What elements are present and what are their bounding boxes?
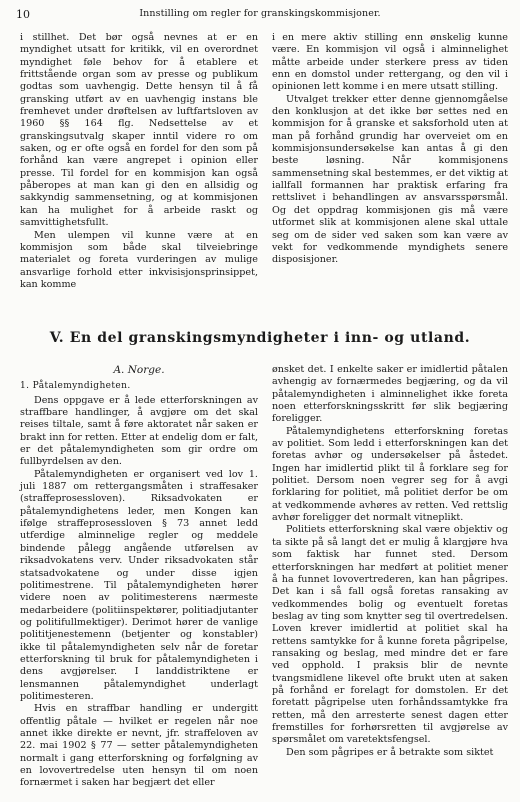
paragraph: Den som pågripes er å betrakte som siktet <box>286 746 494 758</box>
paragraph: ønsket det. I enkelte saker er imidlertid påtalen avhengig av fornærmedes begjæring, og da vil påtalemyndigheten i alminnelighet ikke foreta noen etterforskningsskritt før slik begjæring foreligger. <box>272 364 508 425</box>
paragraph: i en mere aktiv stilling enn ønskelig kunne være. En kommisjon vil også i alminnelighet måtte arbeide under sterkere press av tiden enn en domstol under rettergang, og den vil i opinionen lett komme i en mere utsatt stilling. <box>272 32 508 93</box>
top-right-column <box>272 32 508 267</box>
paragraph: i stillhet. Det bør også nevnes at er en myndighet utsatt for kritikk, vil en overordnet myndighet føle behov for å etablere et frittstående organ som av presse og publikum godtas som uavhengig. Dette hensyn til å få gransking utført av en uavhengig instans ble fremhevet under drøftelsen av luftfartsloven av 1960 §§ 164 flg. Nedsettelse av et granskingsutvalg skaper inntil videre ro om saken, og er ofte også en fordel for den som på forhånd kan være angrepet i opinion eller presse. Til fordel for en kommisjon kan også påberopes at man kan gi den en allsidig og sakkyndig sammensetning, og at kommisjonen kan ha mulighet for å arbeide raskt og samvittighetsfullt. <box>20 32 258 229</box>
bottom-left-column <box>20 364 258 790</box>
top-left-column <box>20 32 258 291</box>
paragraph: Påtalemyndighetens etterforskning foretas av politiet. Som ledd i etterforskningen kan det foretas avhør og undersøkelser på åstedet. Ingen har imidlertid plikt til å forklare seg for politiet. Dersom noen vegrer seg for å avgi forklaring for politiet, må politiet derfor be om at vedkommende avhøres av retten. Ved rettslig avhør foreligger det normalt vitneplikt. <box>272 425 508 524</box>
paragraph: Dens oppgave er å lede etterforskningen av straffbare handlinger, å avgjøre om det skal reises tiltale, samt å føre aktoratet når saken er brakt inn for retten. Etter at endelig dom er falt, er det påtalemyndigheten som gir ordre om fullbyrdelsen av den. <box>20 394 258 468</box>
subsection-heading: 1. Påtalemyndigheten. <box>20 381 131 392</box>
paragraph: Politiets etterforskning skal være objektiv og ta sikte på så langt det er mulig å klargjøre hva som faktisk har funnet sted. Dersom etterforskningen har medført at politiet mener å ha funnet lovovertrederen, kan han pågripes. Det kan i så fall også foretas ransaking av vedkommendes bolig og eventuelt foretas beslag av ting som knytter seg til overtredelsen. Loven krever imidlertid at politiet skal ha rettens samtykke for å kunne foreta pågripelse, ransaking og beslag, med mindre det er fare ved opphold. I praksis blir de nevnte tvangsmidlene likevel ofte brukt uten at saken på forhånd er forelagt for domstolen. Er det foretatt pågripelse uten forhåndssamtykke fra retten, må den arresterte senest dagen etter fremstilles for forhørsretten til avgjørelse av spørsmålet om varetektsfengsel. <box>272 524 508 746</box>
paragraph: Hvis en straffbar handling er undergitt offentlig påtale — hvilket er regelen når noe annet ikke direkte er nevnt, jfr. straffeloven av 22. mai 1902 § 77 — setter påtalemyndigheten normalt i gang etterforskning og forfølgning av en lovovertredelse uten hensyn til om noen fornærmet i saken har begjært det eller <box>20 703 258 789</box>
page-number: 10 <box>16 8 30 21</box>
running-title: Innstilling om regler for granskingskommisjoner. <box>139 8 381 19</box>
section-heading: A. Norge. <box>113 364 165 376</box>
paragraph: Påtalemyndigheten er organisert ved lov 1. juli 1887 om rettergangsmåten i straffesaker (straffeprosessloven). Riksadvokaten er påtalemyndighetens leder, men Kongen kan ifølge straffeprosessloven § 73 annet ledd utferdige alminnelige regler og meddele bindende pålegg angående utførelsen av riksadvokatens verv. Under riksadvokaten står statsadvokatene og under disse igjen politimestrene. Til påtalemyndigheten hører videre noen av politimesterens nærmeste medarbeidere (politiinspektører, politiadjutanter og politifullmektiger). Derimot hører de vanlige polititjenestemenn (betjenter og konstabler) ikke til påtalemyndigheten selv når de foretar etterforskning til bruk for påtalemyndigheten i dens avgjørelser. I landdistriktene er lensmannen påtalemyndighet underlagt politimesteren. <box>20 468 258 702</box>
chapter-title: V. En del granskingsmyndigheter i inn- og utland. <box>49 330 471 346</box>
bottom-right-column <box>272 364 508 759</box>
paragraph: Utvalget trekker etter denne gjennomgåelse den konklusjon at det ikke bør settes ned en kommisjon for å granske et saksforhold uten at man på forhånd grundig har overveiet om en kommisjonsundersøkelse kan antas å gi den beste løsning. Når kommisjonens sammensetning skal bestemmes, er det viktig at iallfall formannen har praktisk erfaring fra rettslivet i behandlingen av ansvarsspørsmål. Og det oppdrag kommisjonen gis må være utformet slik at kommisjonen alene skal uttale seg om de sider ved saken som kan være av vekt for vedkommende myndighets senere disposisjoner. <box>272 93 508 266</box>
paragraph: Men ulempen vil kunne være at en kommisjon som både skal tilveiebringe materialet og foreta vurderingen av mulige ansvarlige forhold etter inkvisisjonsprinsippet, kan komme <box>20 229 258 290</box>
